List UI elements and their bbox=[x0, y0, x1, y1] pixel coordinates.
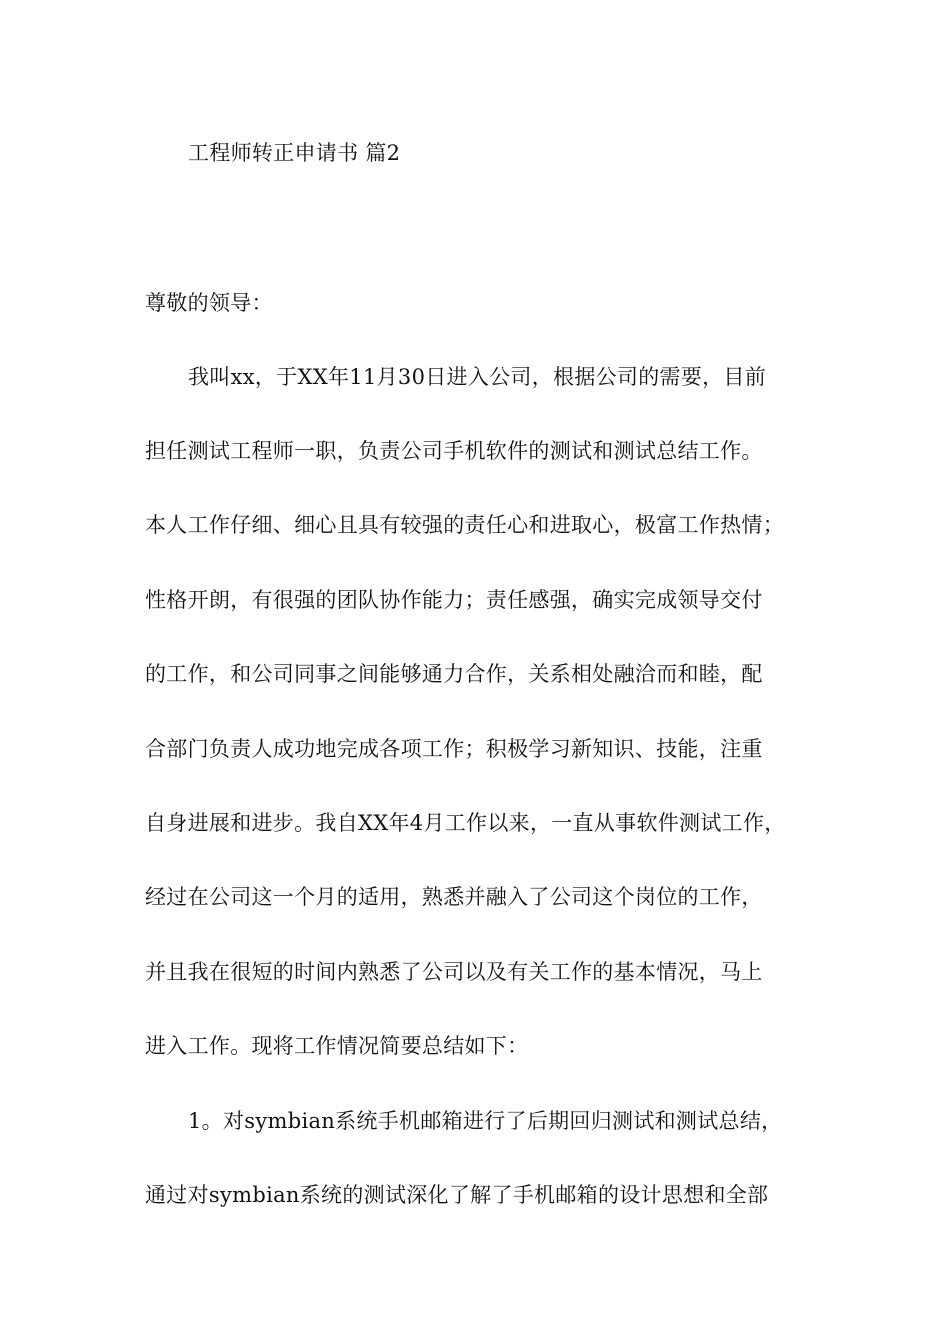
paragraph-line: 的工作，和公司同事之间能够通力合作，关系相处融洽而和睦，配 bbox=[145, 662, 763, 686]
list-item-line: 1。对symbian系统手机邮箱进行了后期回归测试和测试总结， bbox=[188, 1109, 783, 1133]
paragraph-line: 性格开朗，有很强的团队协作能力；责任感强，确实完成领导交付 bbox=[145, 588, 763, 612]
list-item-line: 通过对symbian系统的测试深化了解了手机邮箱的设计思想和全部 bbox=[145, 1183, 769, 1207]
paragraph-line: 进入工作。现将工作情况简要总结如下： bbox=[145, 1034, 529, 1058]
paragraph-line: 经过在公司这一个月的适用，熟悉并融入了公司这个岗位的工作， bbox=[145, 885, 763, 909]
document-title: 工程师转正申请书 篇2 bbox=[188, 141, 401, 165]
paragraph-line: 自身进展和进步。我自XX年4月工作以来，一直从事软件测试工作， bbox=[145, 811, 786, 835]
paragraph-line: 本人工作仔细、细心且具有较强的责任心和进取心，极富工作热情； bbox=[145, 513, 784, 537]
paragraph-line: 合部门负责人成功地完成各项工作；积极学习新知识、技能，注重 bbox=[145, 737, 763, 761]
paragraph-line: 我叫xx，于XX年11月30日进入公司，根据公司的需要，目前 bbox=[188, 365, 767, 389]
salutation: 尊敬的领导： bbox=[145, 291, 273, 315]
paragraph-line: 担任测试工程师一职，负责公司手机软件的测试和测试总结工作。 bbox=[145, 439, 763, 463]
paragraph-line: 并且我在很短的时间内熟悉了公司以及有关工作的基本情况，马上 bbox=[145, 960, 763, 984]
